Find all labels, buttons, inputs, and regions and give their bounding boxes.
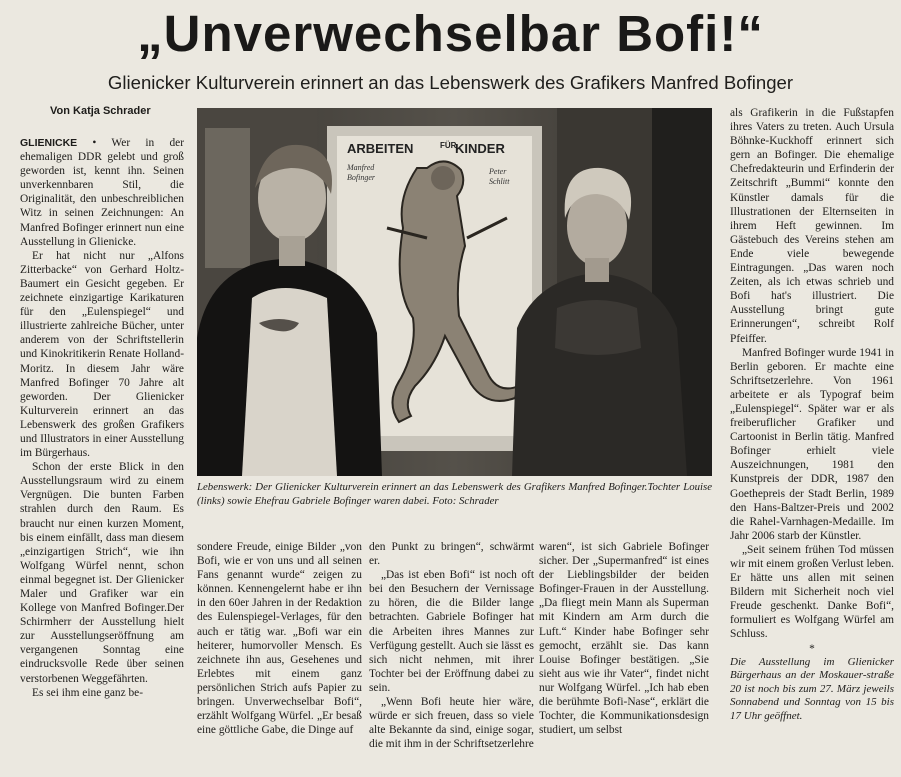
article-photo <box>197 108 712 476</box>
paragraph: „Seit seinem frühen Tod müssen wir mit einem großen Verlust leben. Er hätte uns allen mit seinen Bildern mit Sicherheit noch viel Freude geschenkt. Danke Bofi“, formuliert es Wolfgang Würfel am Schluss. <box>730 543 894 641</box>
paragraph: „Wenn Bofi heute hier wäre, würde er sich freuen, dass so viele alte Bekannte da sind, einige sogar, die mit ihm in der Schriftsetzerlehre <box>369 696 534 751</box>
paragraph: sondere Freude, einige Bilder „von Bofi, wie er von uns und all seinen Fans genannt wurde“ zeigen zu können. Kennengelernt habe er ihn in den 60er Jahren in der Redaktion des Eulenspiegel-Verlages, für den auch er tätig war. „Bofi war ein heiterer, humorvoller Mensch. Es zeichnete ihn aus, Gesehenes und Erlebtes mit einem ganz persönlichen Strich aufs Papier zu bringen. Unverwechselbar Bofi“, erzählt Wolfgang Würfel. „Er besaß eine göttliche Gabe, die Dinge auf <box>197 541 362 737</box>
article-column-1 <box>20 136 184 768</box>
poster-word: KINDER <box>455 141 505 156</box>
paragraph: Manfred Bofinger wurde 1941 in Berlin geboren. Er machte eine Schriftsetzerlehre. Von 1961 arbeitete er als Typograf beim „Eulenspiegel“. Später war er als freiberuflicher Grafiker und Cartoonist in Berlin tätig. Manfred Bofinger erhielt viele Auszeichnungen, 1981 den Kunstpreis der DDR, 1987 den Goethepreis der Stadt Berlin, 1989 den Hans-Baltzer-Preis und 2002 die Rahel-Varnhagen-Medaille. Im Jahr 2006 starb der Künstler. <box>730 346 894 542</box>
article-column-2 <box>197 540 362 770</box>
poster-name: Peter <box>489 167 507 176</box>
article-column-4 <box>539 540 709 770</box>
paragraph: den Punkt zu bringen“, schwärmt er. <box>369 541 534 568</box>
separator-star: * <box>809 642 815 655</box>
paragraph: waren“, ist sich Gabriele Bofinger sicher. Der „Supermanfred“ ist eines der Lieblingsbilder der beiden Bofinger-Frauen in der Ausstellung. „Da fliegt mein Mann als Superman mit Kindern am Arm durch die Luft.“ Kinder habe Bofinger sehr gemocht, erzählt sie. Das kann Louise Bofinger bestätigen. „Sie sieht aus wie ihr Vater“, findet nicht nur Wolfgang Würfel. „Ich hab eben die berühmte Bofi-Nase“, erklärt die Tochter, die Kommunikationsdesign studiert, um selbst <box>539 541 709 737</box>
caption-text: Lebenswerk: Der Glienicker Kulturverein erinnert an das Lebenswerk des Grafikers Manfred Bofinger.Tochter Louise (links) sowie Ehefrau Gabriele Bofinger waren dabei. <box>197 481 712 507</box>
poster-name: Schlitt <box>489 177 510 186</box>
headline: „Unverwechselbar Bofi!“ <box>137 5 764 62</box>
paragraph: Schon der erste Blick in den Ausstellungsraum wird zu einem Vergnügen. Die bunten Farben strahlen durch den Raum. Es braucht nur einen kurzen Moment, bis einem einfällt, dass man diesem „einzigartigen Strich“, wie ihn Wolfgang Würfel nennt, schon einmal begegnet ist. Der Glienicker Maler und Grafiker war ein Kollege von Manfred Bofinger.Der Schirmherr der Ausstellung hielt zur Ausstellungseröffnung am vergangenen Sonntag eine eindrucksvolle Rede über seinen verstorbenen Weggefährten. <box>20 461 184 685</box>
poster-name: Bofinger <box>347 173 375 182</box>
poster-word: ARBEITEN <box>347 141 414 156</box>
photo-illustration <box>197 108 712 476</box>
poster-name: Manfred <box>347 163 375 172</box>
paragraph-text: • Wer in der ehemaligen DDR gelebt und groß geworden ist, kennt ihn. Seinen unverkennbaren Stil, die Originalität, den unbeschreiblichen Witz in seinen Zeichnungen: An Manfred Bofinger erinnert nun eine Ausstellung in Glienicke. <box>20 137 184 248</box>
subheadline: Glienicker Kulturverein erinnert an das Lebenswerk des Grafikers Manfred Bofinger <box>107 72 794 93</box>
paragraph: Er hat nicht nur „Alfons Zitterbacke“ von Gerhard Holtz-Baumert ein Gesicht gegeben. Er zeichnete einzigartige Karikaturen für den „Eulenspiegel“ und illustrierte zahlreiche Bücher, unter anderem von der Schriftstellerin und Kinokritikerin Renate Holland-Moritz. In diesem Jahr wäre Manfred Bofinger 70 Jahre alt geworden. Der Glienicker Kulturverein erinnert an das Lebenswerk des großen Grafikers und Illustrators in einer Ausstellung im Bürgerhaus. <box>20 249 184 460</box>
photo-caption <box>197 481 712 508</box>
paragraph: „Das ist eben Bofi“ ist noch oft bei den Besuchern der Vernissage zu hören, die die Bilder lange betrachten. Gabriele Bofinger hat die Arbeiten ihres Mannes zur Verfügung gestellt. Auch sie lässt es sich nicht nehmen, mit ihrer Tochter bei der Eröffnung dabei zu sein. <box>369 569 534 694</box>
paragraph: als Grafikerin in die Fußstapfen ihres Vaters zu treten. Auch Ursula Böhnke-Kuckhoff erinnert sich gern an Bofinger. Die ehemalige Chefredakteurin und Erfinderin der Zeitschrift „Bummi“ konnte den Künstler damals für die Illustrationen der Elternseiten in ihrem Heft gewinnen. Im Gästebuch des Vereins stehen am Ende viele bewegende Eintragungen. „Das waren noch Zeiten, als ich etwas schrieb und Bofi hat's illustriert. Die Ausstellung bringt gute Erinnerungen“, schreibt Rolf Pfeiffer. <box>730 107 894 345</box>
paragraph <box>20 136 184 249</box>
photo-credit: Foto: Schrader <box>432 494 499 507</box>
article-column-5 <box>730 106 894 770</box>
paragraph: Es sei ihm eine ganz be- <box>32 686 144 699</box>
article-column-3 <box>369 540 534 770</box>
exhibition-note: Die Ausstellung im Glienicker Bürgerhaus an der Moskauer-straße 20 ist noch bis zum 27. März jeweils Sonnabend und Sonntag von 15 bis 17 Uhr geöffnet. <box>730 655 894 723</box>
byline: Von Katja Schrader <box>50 105 151 117</box>
dateline: GLIENICKE <box>20 137 78 149</box>
poster-word: FÜR <box>440 141 457 150</box>
